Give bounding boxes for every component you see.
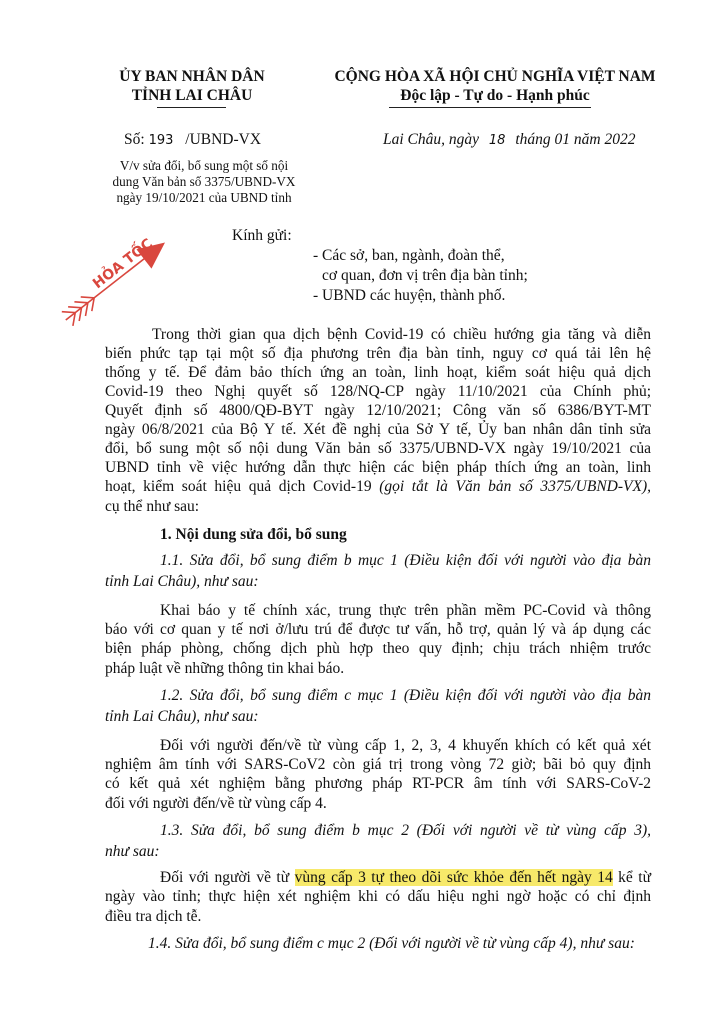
recipient-line-2: cơ quan, đơn vị trên địa bàn tỉnh;: [322, 267, 528, 284]
subject-line: [95, 158, 313, 206]
intro-end: cụ thể như sau:: [105, 498, 200, 515]
date-suffix: tháng 01 năm 2022: [515, 131, 636, 148]
intro-line: Covid-19 theo Nghị quyết số 128/NQ-CP ngày 11/10/2021 của Chính phủ;: [105, 383, 651, 400]
s13-line-highlight: [160, 869, 651, 888]
s12-line: có kết quả xét nghiệm bằng phương pháp RT-PCR âm tính với SARS-CoV-2: [105, 775, 651, 792]
intro-last-italic: (gọi tắt là Văn bản số 3375/UBND-VX),: [379, 478, 651, 495]
subsection-1-1-title: 1.1. Sửa đổi, bổ sung điểm b mục 1 (Điều kiện đối với người vào địa bàn: [160, 552, 651, 569]
s13-post: kể từ: [612, 869, 651, 886]
motto-underline: [389, 107, 591, 108]
subsection-1-2-title-cont: tỉnh Lai Châu), như sau:: [105, 708, 259, 725]
s11-line: báo với cơ quan y tế nơi ở/lưu trú để được tư vấn, hỗ trợ, quản lý và áp dụng các: [105, 621, 651, 638]
s11-line-last: pháp luật về những thông tin khai báo.: [105, 660, 345, 677]
section-1-heading: 1. Nội dung sửa đổi, bổ sung: [160, 526, 347, 543]
recipient-line-3: - UBND các huyện, thành phố.: [313, 287, 506, 304]
s13-line: ngày vào tỉnh; thực hiện xét nghiệm khi có dấu hiệu nghi ngờ hoặc có chỉ định: [105, 888, 651, 905]
highlighted-text: vùng cấp 3 tự theo dõi sức khỏe đến hết ngày 14: [294, 869, 613, 886]
number-value: 193: [148, 133, 174, 148]
subject-line-2: dung Văn bản số 3375/UBND-VX: [112, 174, 296, 189]
nation-motto: Độc lập - Tự do - Hạnh phúc: [400, 87, 590, 104]
agency-line-2: TỈNH LAI CHÂU: [131, 87, 253, 104]
stamp-arrow-fletching: [62, 291, 100, 326]
intro-line-mixed: [105, 478, 651, 497]
stamp-text: HỎA TỐC: [89, 235, 156, 293]
urgent-stamp: [52, 225, 182, 335]
intro-line: UBND tỉnh về việc hướng dẫn thực hiện các biện pháp thích ứng an toàn, linh: [105, 459, 651, 476]
subsection-1-2-title: 1.2. Sửa đổi, bổ sung điểm c mục 1 (Điều kiện đối với người vào địa bàn: [160, 687, 651, 704]
intro-line: Trong thời gian qua dịch bệnh Covid-19 có chiều hướng gia tăng và diễn: [152, 326, 651, 343]
agency-underline: [157, 107, 226, 108]
issuing-agency: [104, 67, 280, 105]
subject-line-3: ngày 19/10/2021 của UBND tỉnh: [116, 190, 292, 205]
intro-line: ngày 06/8/2021 của Bộ Y tế. Xét đề nghị của Sở Y tế, Ủy ban nhân dân tỉnh sửa: [105, 421, 651, 438]
s12-line: nghiệm âm tính với SARS-CoV2 còn giá trị trong vòng 72 giờ; bãi bỏ quy định: [105, 756, 651, 773]
number-prefix: Số:: [124, 131, 145, 148]
s11-line: Khai báo y tế chính xác, trung thực trên phần mềm PC-Covid và thông: [160, 602, 651, 619]
date-day: 18: [488, 133, 506, 148]
intro-last-plain: hoạt, kiểm soát hiệu quả dịch Covid-19: [105, 478, 380, 495]
subsection-1-4-title: 1.4. Sửa đổi, bổ sung điểm c mục 2 (Đối với người về từ vùng cấp 4), như sau:: [148, 935, 635, 952]
intro-line: Quyết định số 4800/QĐ-BYT ngày 12/10/2021; Công văn số 6386/BYT-MT: [105, 402, 651, 419]
national-heading: [300, 67, 690, 105]
stamp-arrow-shaft: [66, 251, 154, 320]
document-date: [383, 130, 635, 150]
intro-line: biến phức tạp tại một số địa phương trên địa bàn tỉnh, nguy cơ quá tải lên hệ: [105, 345, 651, 362]
s12-line: Đối với người đến/về từ vùng cấp 1, 2, 3, 4 khuyến khích có kết quả xét: [160, 737, 651, 754]
recipients-label: Kính gửi:: [232, 227, 292, 244]
intro-line: thống y tế. Để đảm bảo thích ứng an toàn, linh hoạt, kiểm soát hiệu quả dịch: [105, 364, 651, 381]
subsection-1-3-title-cont: như sau:: [105, 843, 160, 860]
number-suffix: /UBND-VX: [185, 131, 262, 148]
s13-pre: Đối với người về từ: [160, 869, 295, 886]
s11-line: biện pháp phòng, chống dịch phù hợp theo quy định; chịu trách nhiệm trước: [105, 640, 651, 657]
subject-line-1: V/v sửa đổi, bổ sung một số nội: [119, 158, 289, 173]
nation-line-1: CỘNG HÒA XÃ HỘI CHỦ NGHĨA VIỆT NAM: [334, 68, 656, 85]
s13-line-last: điều tra dịch tễ.: [105, 908, 202, 925]
date-prefix: Lai Châu, ngày: [383, 131, 480, 148]
recipient-line-1: - Các sở, ban, ngành, đoàn thể,: [313, 247, 505, 264]
document-number: [124, 130, 261, 150]
subsection-1-1-title-cont: tỉnh Lai Châu), như sau:: [105, 573, 259, 590]
agency-line-1: ỦY BAN NHÂN DÂN: [119, 68, 265, 85]
intro-line: đổi, bổ sung một số nội dung Văn bản số 3375/UBND-VX ngày 19/10/2021 của: [105, 440, 651, 457]
subsection-1-3-title: 1.3. Sửa đổi, bổ sung điểm b mục 2 (Đối với người về từ vùng cấp 3),: [160, 822, 651, 839]
s12-line-last: đối với người đến/về từ vùng cấp 4.: [105, 795, 327, 812]
